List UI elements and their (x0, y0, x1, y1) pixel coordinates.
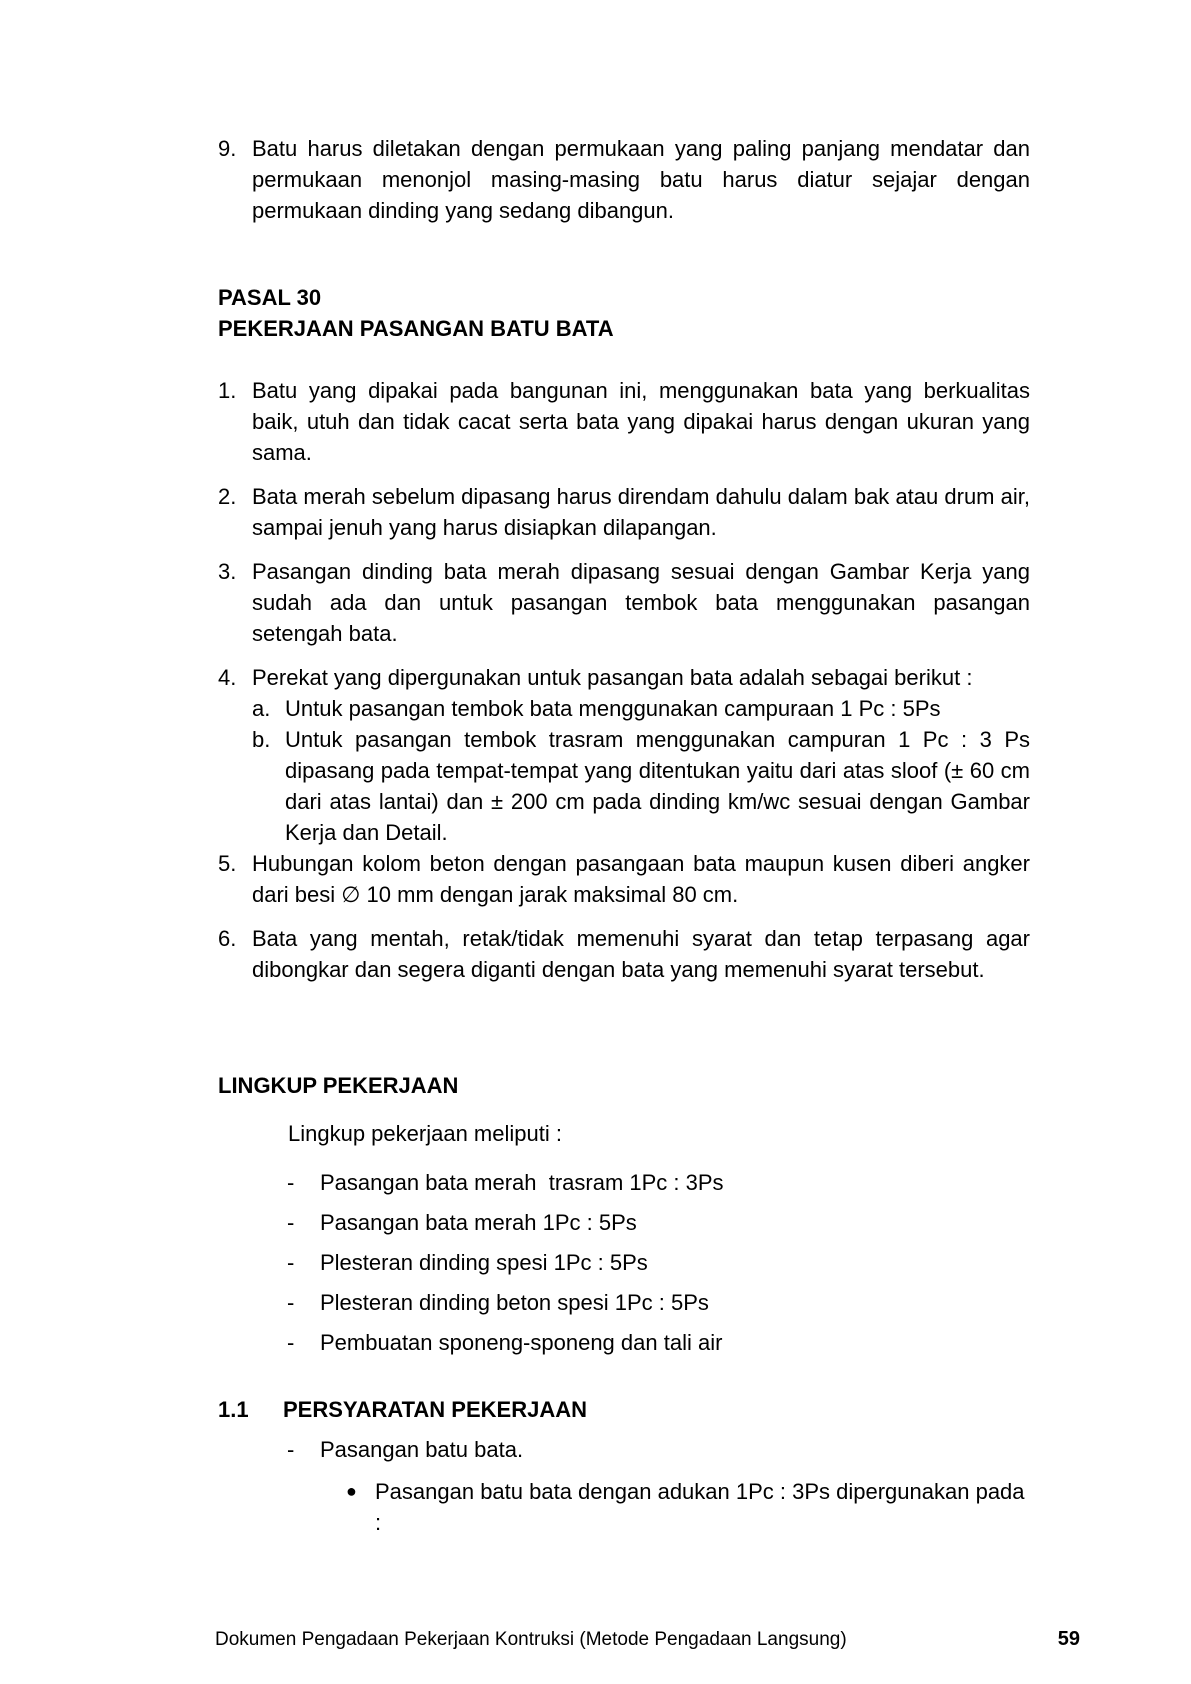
scope-heading: LINGKUP PEKERJAAN (218, 1073, 459, 1098)
list-item-text: Batu yang dipakai pada bangunan ini, menggunakan bata yang berkualitas baik, utuh dan tidak cacat serta bata yang dipakai harus dengan ukuran yang sama. (252, 378, 1030, 465)
list-item-number: 1. (218, 378, 237, 403)
page-footer (215, 1627, 1080, 1652)
requirements-dash-label: Pasangan batu bata. (320, 1437, 524, 1462)
list-item-body (252, 662, 1030, 848)
list-item-number: 2. (218, 484, 237, 509)
list-item-9 (218, 133, 1030, 226)
list-item-number: 5. (218, 851, 237, 876)
section-heading (218, 282, 1030, 344)
scope-list-item (287, 1207, 1030, 1238)
sub-item-letter: a. (252, 696, 271, 721)
requirements-dash-item (287, 1434, 1030, 1465)
scope-list-item (287, 1287, 1030, 1318)
list-item-text: Batu harus diletakan dengan permukaan yang paling panjang mendatar dan permukaan menonjol masing-masing batu harus diatur sejajar dengan permukaan dinding yang sedang dibangun. (252, 136, 1030, 223)
dash-marker: - (287, 1210, 295, 1235)
list-item-6 (218, 923, 1030, 985)
sub-item-text: Untuk pasangan tembok bata menggunakan campuraan 1 Pc : 5Ps (285, 696, 941, 721)
list-item-4 (218, 662, 1030, 848)
dash-marker: - (287, 1330, 295, 1355)
scope-list-item (287, 1247, 1030, 1278)
list-item-5 (218, 848, 1030, 910)
page-number: 59 (1057, 1628, 1080, 1650)
scope-item-label: Pasangan bata merah 1Pc : 5Ps (320, 1210, 637, 1235)
requirements-title: PERSYARATAN PEKERJAAN (283, 1397, 587, 1422)
scope-item-label: Pembuatan sponeng-sponeng dan tali air (320, 1330, 723, 1355)
list-item-text: Pasangan dinding bata merah dipasang sesuai dengan Gambar Kerja yang sudah ada dan untuk pasangan tembok bata menggunakan pasangan setengah bata. (252, 559, 1030, 646)
scope-list-item (287, 1167, 1030, 1198)
list-item-3 (218, 556, 1030, 649)
section-heading-line2: PEKERJAAN PASANGAN BATU BATA (218, 316, 614, 341)
list-item-number: 3. (218, 559, 237, 584)
requirements-list (287, 1434, 1030, 1465)
requirements-bullet-item (346, 1476, 1030, 1538)
dash-marker: - (287, 1250, 295, 1275)
dash-marker: - (287, 1290, 295, 1315)
sub-item-text: Untuk pasangan tembok trasram menggunakan campuran 1 Pc : 3 Ps dipasang pada tempat-tempat yang ditentukan yaitu dari atas sloof (± 60 cm dari atas lantai) dan ± 200 cm pada dinding km/wc sesuai dengan Gambar Kerja dan Detail. (285, 727, 1030, 845)
sub-item-letter: b. (252, 727, 271, 752)
list-item-number: 9. (218, 136, 237, 161)
list-item-text: Bata merah sebelum dipasang harus direndam dahulu dalam bak atau drum air, sampai jenuh yang harus disiapkan dilapangan. (252, 484, 1030, 540)
requirements-number: 1.1 (218, 1397, 249, 1422)
page-content (218, 133, 1030, 1538)
scope-item-label: Pasangan bata merah trasram 1Pc : 3Ps (320, 1170, 724, 1195)
dash-marker: - (287, 1170, 295, 1195)
scope-item-label: Plesteran dinding spesi 1Pc : 5Ps (320, 1250, 648, 1275)
sub-item-b (252, 724, 1030, 848)
sub-list (252, 693, 1030, 848)
scope-section (218, 1070, 1030, 1358)
list-item-text: Hubungan kolom beton dengan pasangaan bata maupun kusen diberi angker dari besi ∅ 10 mm dengan jarak maksimal 80 cm. (252, 851, 1030, 907)
scope-list-item (287, 1327, 1030, 1358)
list-item-text: Bata yang mentah, retak/tidak memenuhi syarat dan tetap terpasang agar dibongkar dan segera diganti dengan bata yang memenuhi syarat tersebut. (252, 926, 1030, 982)
requirements-bullet-list (346, 1476, 1030, 1538)
requirements-bullet-label: Pasangan batu bata dengan adukan 1Pc : 3Ps dipergunakan pada : (375, 1479, 1025, 1535)
list-item-number: 6. (218, 926, 237, 951)
list-item-2 (218, 481, 1030, 543)
bullet-icon: ● (346, 1481, 357, 1501)
requirements-section (218, 1394, 1030, 1538)
footer-text: Dokumen Pengadaan Pekerjaan Kontruksi (Metode Pengadaan Langsung) (215, 1629, 847, 1650)
scope-list (287, 1167, 1030, 1358)
requirements-heading (218, 1394, 1030, 1425)
section-heading-line1: PASAL 30 (218, 285, 322, 310)
scope-intro: Lingkup pekerjaan meliputi : (288, 1121, 562, 1146)
list-item-text: Perekat yang dipergunakan untuk pasangan bata adalah sebagai berikut : (252, 665, 973, 690)
sub-item-a (252, 693, 1030, 724)
list-item-1 (218, 375, 1030, 468)
list-item-number: 4. (218, 665, 237, 690)
dash-marker: - (287, 1437, 295, 1462)
scope-item-label: Plesteran dinding beton spesi 1Pc : 5Ps (320, 1290, 709, 1315)
